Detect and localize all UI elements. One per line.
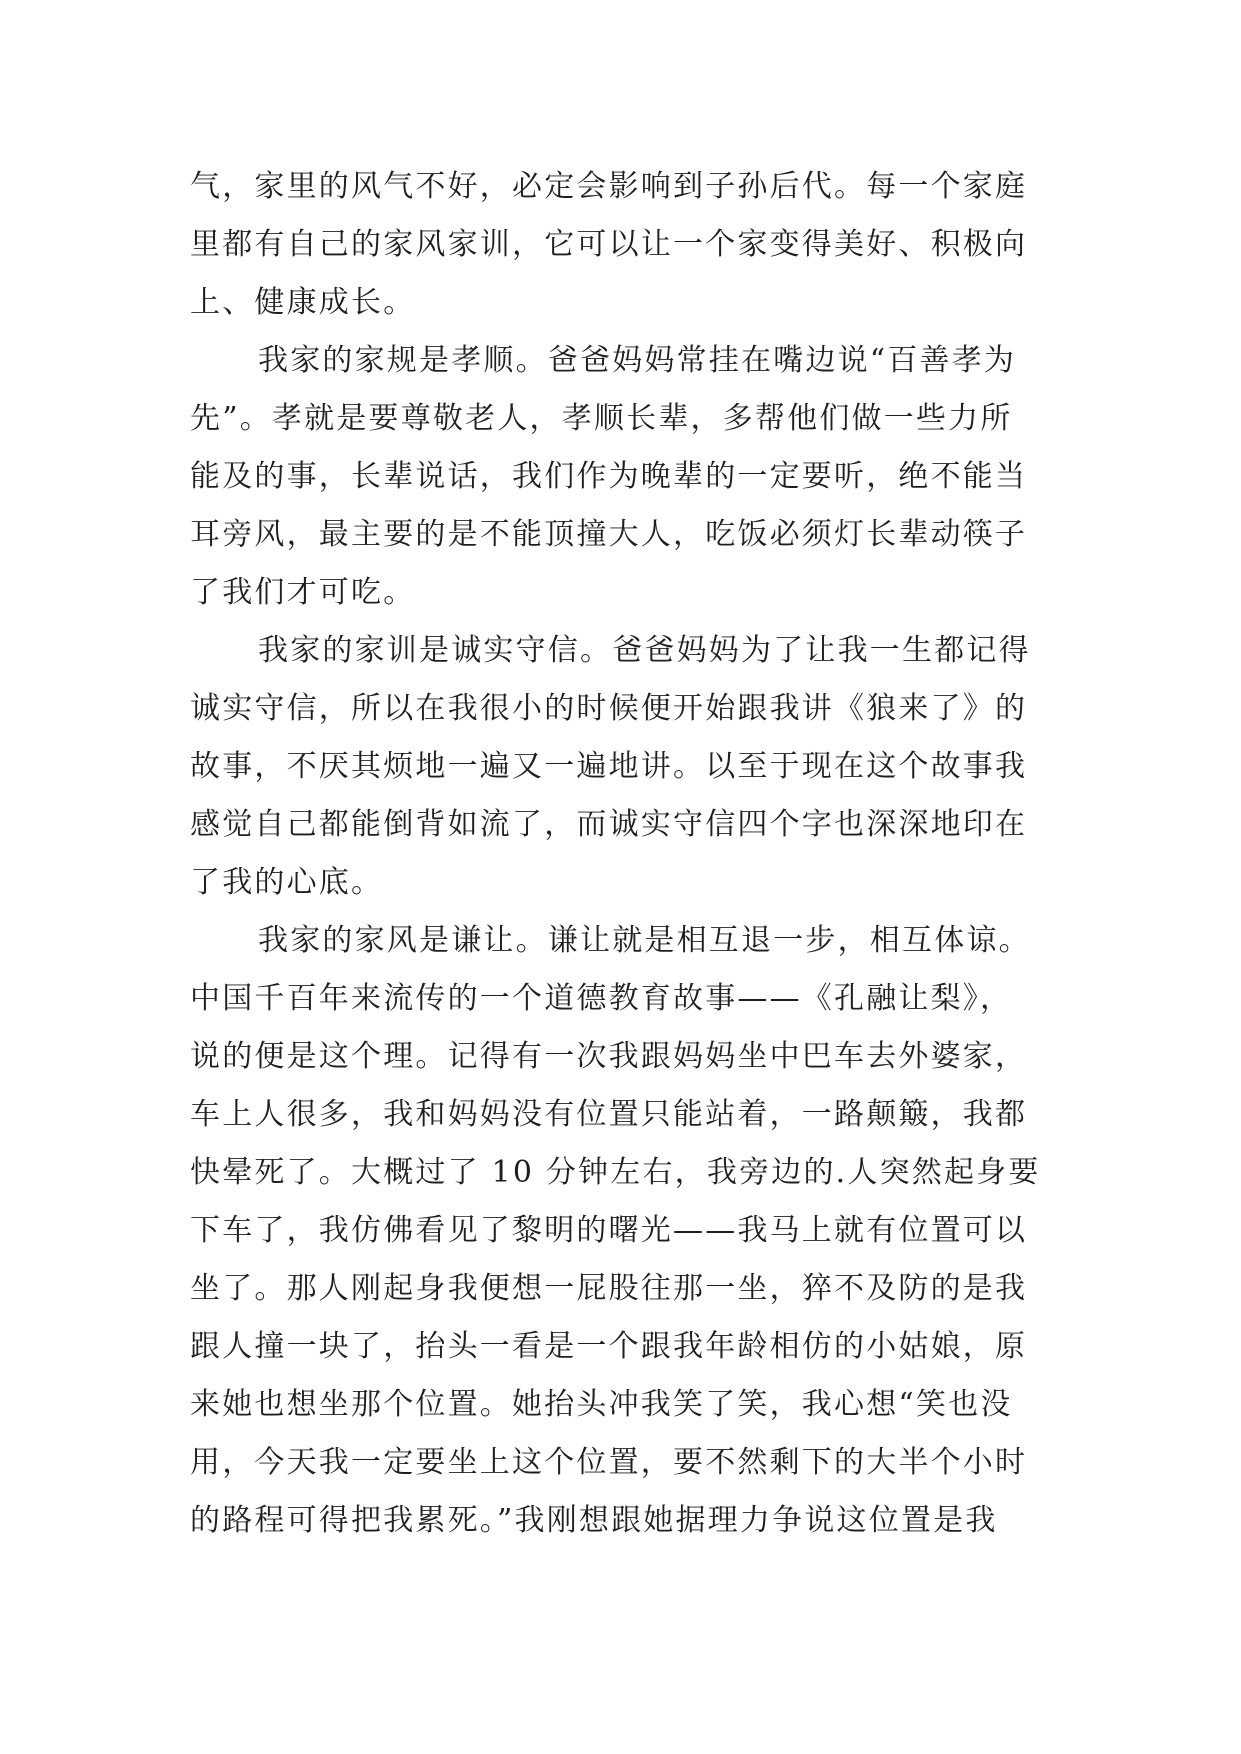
text-line: 中国千百年来流传的一个道德教育故事——《孔融让梨》， [190, 981, 1013, 1016]
text-line: 来她也想坐那个位置。她抬头冲我笑了笑，我心想“笑也没 [190, 1387, 1013, 1422]
paragraph-first-line: 我家的家训是诚实守信。爸爸妈妈为了让我一生都记得 [258, 633, 1031, 668]
text-line: 先”。孝就是要尊敬老人，孝顺长辈，多帮他们做一些力所 [190, 401, 1013, 436]
text-line: 气，家里的风气不好，必定会影响到子孙后代。每一个家庭 [190, 169, 1028, 204]
paragraph-first-line: 我家的家规是孝顺。爸爸妈妈常挂在嘴边说“百善孝为 [258, 343, 1017, 378]
text-line: 耳旁风，最主要的是不能顶撞大人，吃饭必须灯长辈动筷子 [190, 517, 1028, 552]
text-line: 跟人撞一块了，抬头一看是一个跟我年龄相仿的小姑娘，原 [190, 1329, 1028, 1364]
text-line: 诚实守信，所以在我很小的时候便开始跟我讲《狼来了》的 [190, 691, 1028, 726]
text-line: 下车了，我仿佛看见了黎明的曙光——我马上就有位置可以 [190, 1213, 1028, 1248]
text-line: 快晕死了。大概过了 10 分钟左右，我旁边的.人突然起身要 [190, 1155, 1041, 1190]
text-line: 了我的心底。 [190, 865, 384, 900]
body-text [190, 158, 1070, 1550]
text-line: 说的便是这个理。记得有一次我跟妈妈坐中巴车去外婆家， [190, 1039, 1028, 1074]
text-line: 感觉自己都能倒背如流了，而诚实守信四个字也深深地印在 [190, 807, 1028, 842]
text-line: 里都有自己的家风家训，它可以让一个家变得美好、积极向 [190, 227, 1028, 262]
text-line: 故事，不厌其烦地一遍又一遍地讲。以至于现在这个故事我 [190, 749, 1028, 784]
text-line: 用，今天我一定要坐上这个位置，要不然剩下的大半个小时 [190, 1445, 1028, 1480]
text-line: 能及的事，长辈说话，我们作为晚辈的一定要听，绝不能当 [190, 459, 1028, 494]
text-line: 的路程可得把我累死。”我刚想跟她据理力争说这位置是我 [190, 1503, 998, 1538]
paragraph-first-line: 我家的家风是谦让。谦让就是相互退一步，相互体谅。 [258, 923, 1031, 958]
text-line: 上、健康成长。 [190, 285, 416, 320]
text-line: 了我们才可吃。 [190, 575, 416, 610]
text-line: 车上人很多，我和妈妈没有位置只能站着，一路颠簸，我都 [190, 1097, 1028, 1132]
text-line: 坐了。那人刚起身我便想一屁股往那一坐，猝不及防的是我 [190, 1271, 1028, 1306]
